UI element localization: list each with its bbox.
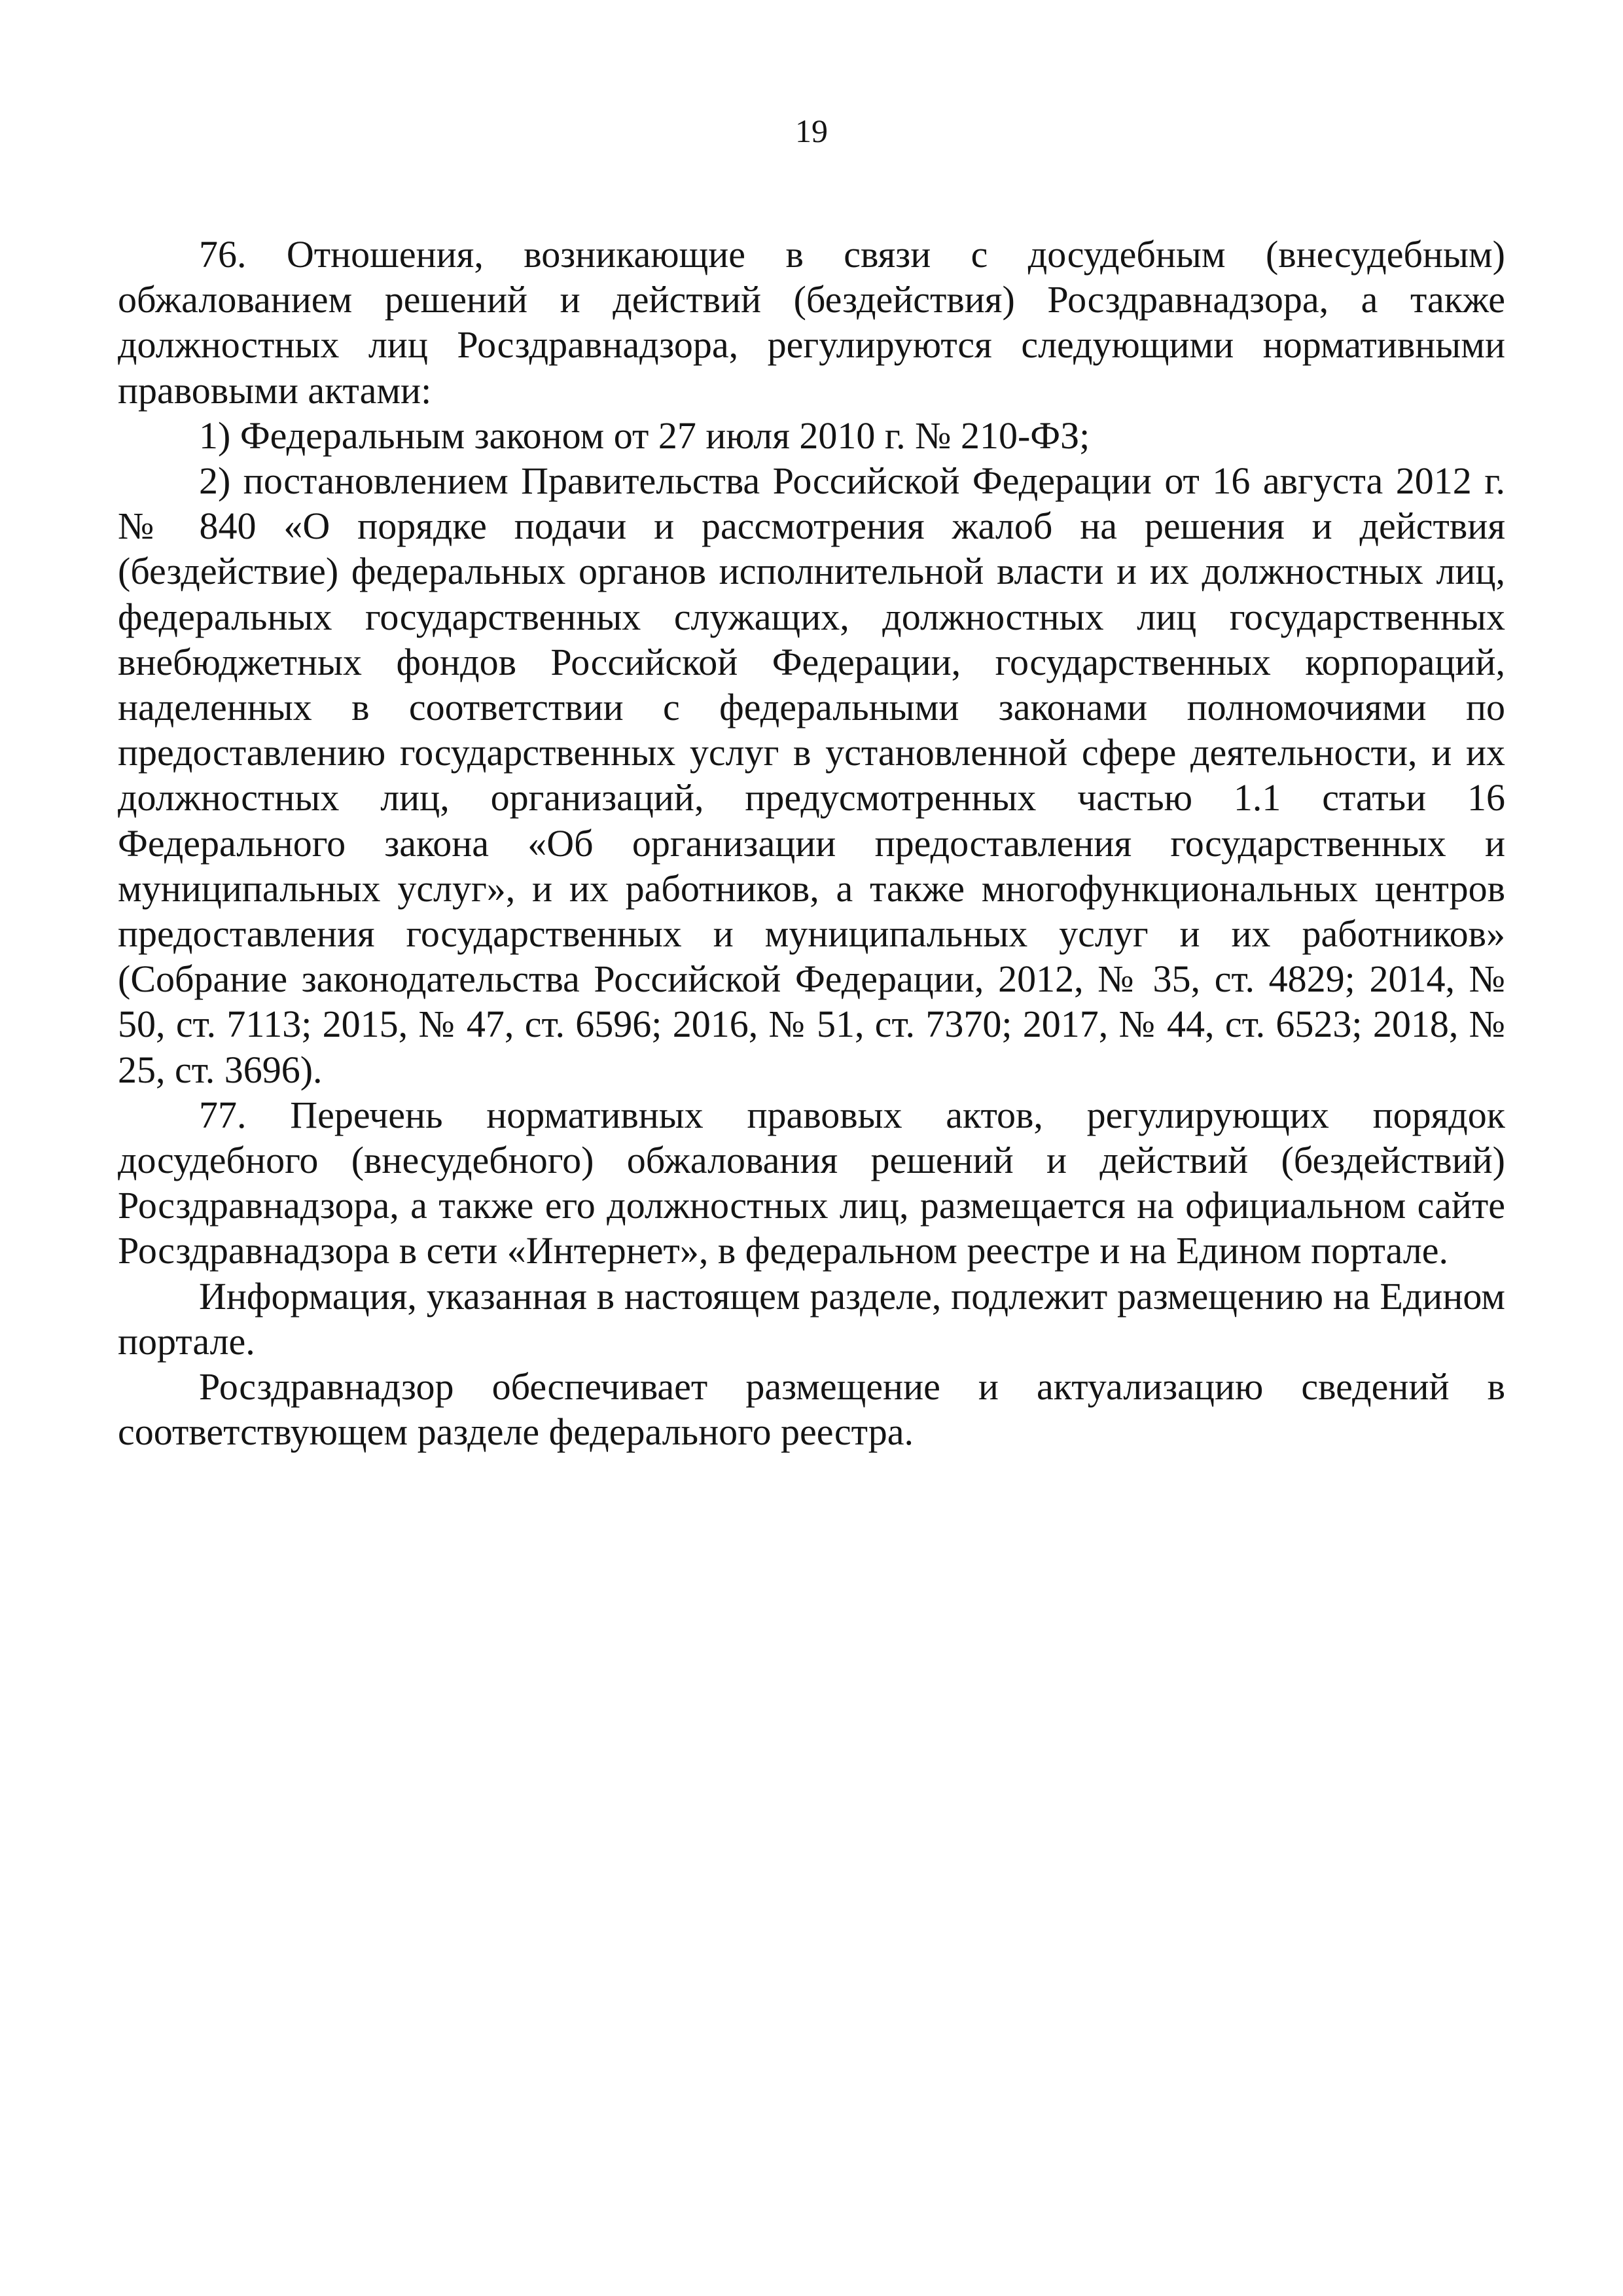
list-item-1-federal-law: 1) Федеральным законом от 27 июля 2010 г. № 210-ФЗ;	[199, 414, 1090, 457]
document-body	[118, 232, 1505, 1454]
paragraph-76: 76. Отношения, возникающие в связи с досудебным (внесудебным) обжалованием решений и действий (бездействия) Росздравнадзора, а также должностных лиц Росздравнадзора, регулируются следующими нормативными правовыми актами:	[118, 233, 1505, 412]
list-item-2-government-decree: 2) постановлением Правительства Российской Федерации от 16 августа 2012 г. № 840 «О порядке подачи и рассмотрения жалоб на решения и действия (бездействие) федеральных органов исполнительной власти и их должностных лиц, федеральных государственных служащих, должностных лиц государственных внебюджетных фондов Российской Федерации, государственных корпораций, наделенных в соответствии с федеральными законами полномочиями по предоставлению государственных услуг в установленной сфере деятельности, и их должностных лиц, организаций, предусмотренных частью 1.1 статьи 16 Федерального закона «Об организации предоставления государственных и муниципальных услуг», и их работников, а также многофункциональных центров предоставления государственных и муниципальных услуг и их работников» (Собрание законодательства Российской Федерации, 2012, № 35, ст. 4829; 2014, № 50, ст. 7113; 2015, № 47, ст. 6596; 2016, № 51, ст. 7370; 2017, № 44, ст. 6523; 2018, № 25, ст. 3696).	[118, 459, 1505, 1091]
paragraph-information-placement: Информация, указанная в настоящем разделе, подлежит размещению на Едином портале.	[118, 1274, 1505, 1363]
paragraph-77: 77. Перечень нормативных правовых актов, регулирующих порядок досудебного (внесудебного) обжалования решений и действий (бездействий) Росздравнадзора, а также его должностных лиц, размещается на официальном сайте Росздравнадзора в сети «Интернет», в федеральном реестре и на Едином портале.	[118, 1093, 1505, 1272]
page-number: 19	[795, 113, 828, 149]
paragraph-registry-update: Росздравнадзор обеспечивает размещение и актуализацию сведений в соответствующем разделе федерального реестра.	[118, 1365, 1505, 1454]
